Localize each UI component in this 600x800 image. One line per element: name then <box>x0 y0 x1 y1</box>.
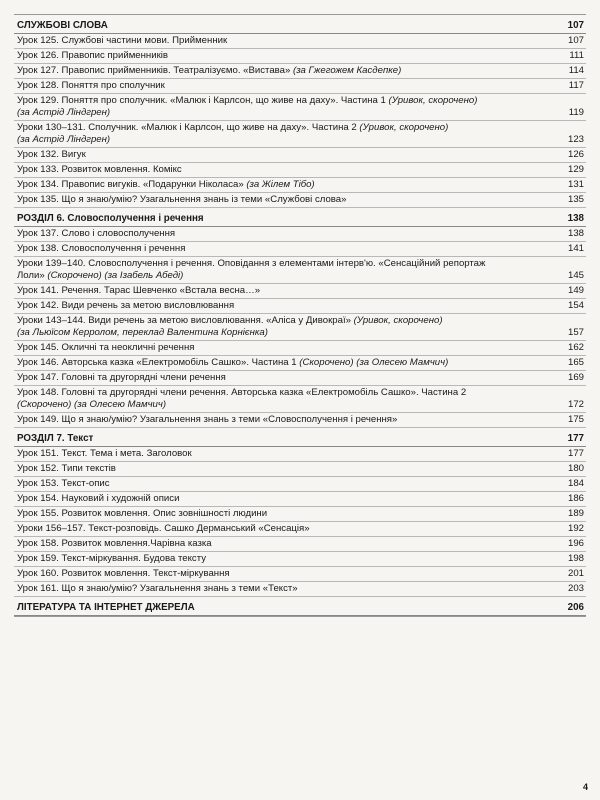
toc-entry <box>14 507 586 522</box>
toc-entry <box>14 371 586 386</box>
page-ref: 123 <box>567 134 584 145</box>
entry-author-note: (Уривок, скорочено) <box>385 95 478 106</box>
page-ref: 189 <box>567 508 584 519</box>
toc-entry <box>14 299 586 314</box>
toc-entry <box>14 284 586 299</box>
page-ref: 184 <box>567 478 584 489</box>
entry-title: Урок 128. Поняття про сполучник <box>17 80 165 91</box>
page-ref: 129 <box>567 164 584 175</box>
toc-entry <box>14 314 586 341</box>
section-title: СЛУЖБОВІ СЛОВА <box>17 20 108 31</box>
entry-title: Урок 137. Слово і словосполучення <box>17 228 176 239</box>
page-ref: 165 <box>567 357 584 368</box>
entry-author-note: (за Гжегожем Касдепке) <box>290 65 402 76</box>
page-ref: 149 <box>567 285 584 296</box>
toc-entry <box>14 341 586 356</box>
page-ref: 117 <box>568 80 584 91</box>
entry-author-note: (за Астрід Ліндгрен) <box>17 134 111 145</box>
page-ref: 192 <box>567 523 584 534</box>
page-ref: 180 <box>567 463 584 474</box>
entry-title: Урок 129. Поняття про сполучник. «Малюк і Карлсон, що живе на даху». Частина 1 (Уривок, скорочено) (за Астрід Ліндгрен) <box>17 95 478 118</box>
page-ref: 172 <box>567 399 584 410</box>
toc-entry <box>14 447 586 462</box>
entry-title: Урок 138. Словосполучення і речення <box>17 243 186 254</box>
entry-author-note: (Скорочено) (за Олесею Мамчич) <box>296 357 449 368</box>
toc-entry <box>14 227 586 242</box>
entry-author-note: (за Жілем Тібо) <box>243 179 315 190</box>
toc-entry <box>14 477 586 492</box>
entry-title: Урок 158. Розвиток мовлення.Чарівна казка <box>17 538 212 549</box>
page-ref: 131 <box>567 179 584 190</box>
entry-author-note: (Скорочено) (за Олесею Мамчич) <box>17 399 167 410</box>
toc-entry <box>14 163 586 178</box>
section-title: РОЗДІЛ 6. Словосполучення і речення <box>17 213 204 224</box>
page-ref: 196 <box>567 538 584 549</box>
entry-author-note: (Скорочено) (за Ізабель Абеді) <box>44 270 184 281</box>
section-title: РОЗДІЛ 7. Текст <box>17 433 94 444</box>
toc-entry <box>14 148 586 163</box>
page-ref: 138 <box>567 228 584 239</box>
toc-entry <box>14 386 586 413</box>
entry-title: Уроки 139–140. Словосполучення і речення. Оповідання з елементами інтерв'ю. «Сенсаційний репортаж Лоли» (Скорочено) (за Ізабель Абеді) <box>17 258 486 281</box>
toc-entry <box>14 94 586 121</box>
page-ref: 119 <box>568 107 584 118</box>
page-ref: 198 <box>567 553 584 564</box>
page-ref: 111 <box>569 50 584 61</box>
entry-title: Урок 152. Типи текстів <box>17 463 116 474</box>
entry-title: Урок 145. Окличні та неокличні речення <box>17 342 195 353</box>
toc-entry <box>14 178 586 193</box>
entry-title: Урок 134. Правопис вигуків. «Подарунки Ніколаса» (за Жілем Тібо) <box>17 179 315 190</box>
toc-entry <box>14 356 586 371</box>
table-of-contents <box>14 14 586 617</box>
entry-title: Урок 160. Розвиток мовлення. Текст-міркування <box>17 568 230 579</box>
entry-title: Урок 159. Текст-міркування. Будова тексту <box>17 553 207 564</box>
toc-section-heading <box>14 19 586 34</box>
page-ref: 114 <box>568 65 584 76</box>
toc-section-heading <box>14 432 586 447</box>
toc-entry <box>14 413 586 428</box>
page-ref: 138 <box>567 213 584 224</box>
page-ref: 157 <box>567 327 584 338</box>
entry-title: Урок 149. Що я знаю/умію? Узагальнення знань з теми «Словосполучення і речення» <box>17 414 398 425</box>
entry-title: Урок 151. Текст. Тема і мета. Заголовок <box>17 448 192 459</box>
page-ref: 141 <box>567 243 584 254</box>
toc-entry <box>14 537 586 552</box>
entry-title: Урок 147. Головні та другорядні члени речення <box>17 372 226 383</box>
entry-title: Урок 135. Що я знаю/умію? Узагальнення знань із теми «Службові слова» <box>17 194 347 205</box>
toc-entry <box>14 242 586 257</box>
entry-title: Урок 146. Авторська казка «Електромобіль Сашко». Частина 1 (Скорочено) (за Олесею Мамчич) <box>17 357 449 368</box>
entry-title: Урок 154. Науковий і художній описи <box>17 493 180 504</box>
toc-entry <box>14 257 586 284</box>
entry-title: Урок 125. Службові частини мови. Прийменник <box>17 35 228 46</box>
entry-title: Урок 142. Види речень за метою висловлювання <box>17 300 235 311</box>
toc-entry <box>14 552 586 567</box>
entry-title: Уроки 143–144. Види речень за метою висловлювання. «Аліса у Дивокраї» (Уривок, скорочено) (за Льюїсом Керролом, переклад Валентина Корнієнка) <box>17 315 443 338</box>
entry-title: Уроки 130–131. Сполучник. «Малюк і Карлсон, що живе на даху». Частина 2 (Уривок, скорочено) (за Астрід Ліндгрен) <box>17 122 449 145</box>
entry-author-note: (за Льюїсом Керролом, переклад Валентина Корнієнка) <box>17 327 268 338</box>
section-title: ЛІТЕРАТУРА ТА ІНТЕРНЕТ ДЖЕРЕЛА <box>17 602 195 613</box>
page-ref: 177 <box>567 448 584 459</box>
page-ref: 145 <box>567 270 584 281</box>
toc-entry <box>14 64 586 79</box>
page-ref: 126 <box>567 149 584 160</box>
page-ref: 107 <box>567 20 584 31</box>
entry-title: Урок 155. Розвиток мовлення. Опис зовнішності людини <box>17 508 268 519</box>
entry-author-note: (Уривок, скорочено) <box>350 315 443 326</box>
toc-section-heading <box>14 212 586 227</box>
page-ref: 186 <box>567 493 584 504</box>
entry-title: Урок 127. Правопис прийменників. Театралізуємо. «Вистава» (за Гжегожем Касдепке) <box>17 65 402 76</box>
toc-entry <box>14 193 586 208</box>
entry-title: Урок 153. Текст-опис <box>17 478 110 489</box>
page-ref: 135 <box>567 194 584 205</box>
page-ref: 169 <box>567 372 584 383</box>
toc-entry <box>14 492 586 507</box>
toc-entry <box>14 582 586 597</box>
toc-entry <box>14 79 586 94</box>
page-ref: 177 <box>567 433 584 444</box>
entry-title: Урок 126. Правопис прийменників <box>17 50 169 61</box>
page-ref: 162 <box>567 342 584 353</box>
toc-section-heading <box>14 601 586 616</box>
page-ref: 175 <box>567 414 584 425</box>
page-ref: 203 <box>567 583 584 594</box>
page-ref: 107 <box>567 35 584 46</box>
entry-title: Урок 161. Що я знаю/умію? Узагальнення знань з теми «Текст» <box>17 583 298 594</box>
entry-title: Уроки 156–157. Текст-розповідь. Сашко Дерманський «Сенсація» <box>17 523 310 534</box>
entry-title: Урок 132. Вигук <box>17 149 86 160</box>
entry-author-note: (Уривок, скорочено) <box>356 122 449 133</box>
toc-entry <box>14 462 586 477</box>
toc-entry <box>14 522 586 537</box>
toc-entry <box>14 34 586 49</box>
entry-author-note: (за Астрід Ліндгрен) <box>17 107 111 118</box>
page-ref: 206 <box>567 602 584 613</box>
page-number: 4 <box>582 782 588 792</box>
entry-title: Урок 148. Головні та другорядні члени речення. Авторська казка «Електромобіль Сашко». Частина 2 (Скорочено) (за Олесею Мамчич) <box>17 387 467 410</box>
page-ref: 201 <box>567 568 584 579</box>
page-ref: 154 <box>567 300 584 311</box>
toc-entry <box>14 49 586 64</box>
toc-entry <box>14 121 586 148</box>
toc-entry <box>14 567 586 582</box>
entry-title: Урок 133. Розвиток мовлення. Комікс <box>17 164 182 175</box>
entry-title: Урок 141. Речення. Тарас Шевченко «Встала весна…» <box>17 285 261 296</box>
